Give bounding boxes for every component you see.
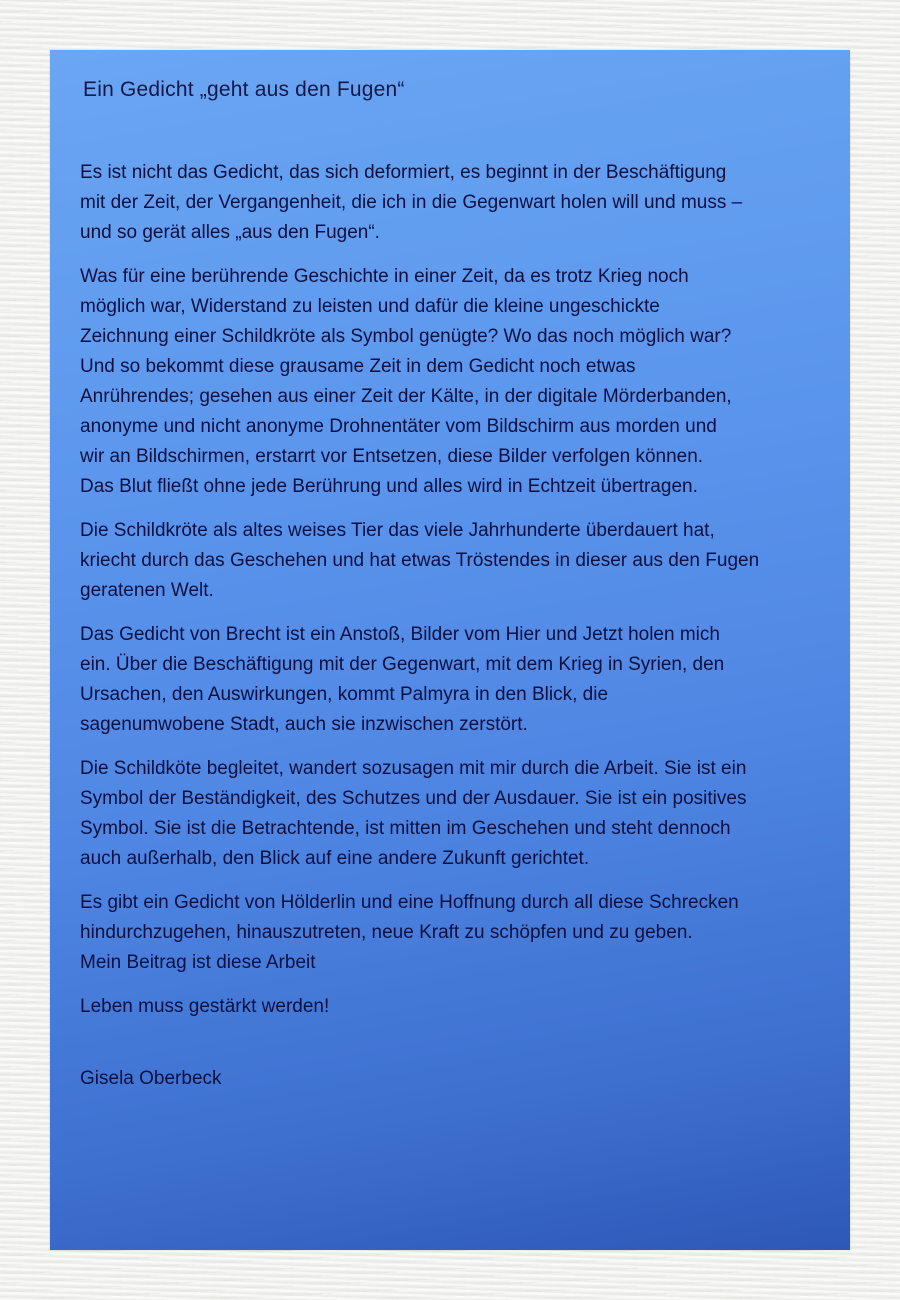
text-line: ein. Über die Beschäftigung mit der Gegenwart, mit dem Krieg in Syrien, den [80, 654, 725, 675]
paragraph-1 [80, 158, 820, 248]
document-body [80, 158, 820, 1022]
text-line: Ursachen, den Auswirkungen, kommt Palmyra in den Blick, die [80, 684, 609, 705]
paragraph-3 [80, 516, 820, 606]
text-line: Das Gedicht von Brecht ist ein Anstoß, Bilder vom Hier und Jetzt holen mich [80, 624, 720, 645]
paragraph-4 [80, 620, 820, 740]
text-line: Mein Beitrag ist diese Arbeit [80, 952, 316, 973]
text-line: anonyme und nicht anonyme Drohnentäter vom Bildschirm aus morden und [80, 416, 717, 437]
author-signature: Gisela Oberbeck [80, 1068, 222, 1089]
document-title: Ein Gedicht „geht aus den Fugen“ [83, 78, 405, 101]
text-line: wir an Bildschirmen, erstarrt vor Entsetzen, diese Bilder verfolgen können. [80, 446, 704, 467]
text-line: möglich war, Widerstand zu leisten und dafür die kleine ungeschickte [80, 296, 660, 317]
text-line: Symbol. Sie ist die Betrachtende, ist mitten im Geschehen und steht dennoch [80, 818, 731, 839]
paragraph-2 [80, 262, 820, 502]
text-line: Es ist nicht das Gedicht, das sich deformiert, es beginnt in der Beschäftigung [80, 162, 727, 183]
text-panel [50, 50, 850, 1250]
text-line: sagenumwobene Stadt, auch sie inzwischen zerstört. [80, 714, 528, 735]
text-line: Symbol der Beständigkeit, des Schutzes und der Ausdauer. Sie ist ein positives [80, 788, 747, 809]
text-line: Zeichnung einer Schildkröte als Symbol genügte? Wo das noch möglich war? [80, 326, 732, 347]
text-line: und so gerät alles „aus den Fugen“. [80, 222, 380, 243]
paragraph-6 [80, 888, 820, 978]
text-line: kriecht durch das Geschehen und hat etwas Tröstendes in dieser aus den Fugen [80, 550, 760, 571]
text-line: Anrührendes; gesehen aus einer Zeit der Kälte, in der digitale Mörderbanden, [80, 386, 732, 407]
paragraph-5 [80, 754, 820, 874]
text-line: geratenen Welt. [80, 580, 214, 601]
closing-statement: Leben muss gestärkt werden! [80, 996, 330, 1017]
text-line: Was für eine berührende Geschichte in einer Zeit, da es trotz Krieg noch [80, 266, 689, 287]
text-line: Das Blut fließt ohne jede Berührung und alles wird in Echtzeit übertragen. [80, 476, 698, 497]
text-line: Es gibt ein Gedicht von Hölderlin und eine Hoffnung durch all diese Schrecken [80, 892, 739, 913]
text-line: auch außerhalb, den Blick auf eine andere Zukunft gerichtet. [80, 848, 590, 869]
text-line: mit der Zeit, der Vergangenheit, die ich in die Gegenwart holen will und muss – [80, 192, 743, 213]
text-line: Die Schildkröte als altes weises Tier das viele Jahrhunderte überdauert hat, [80, 520, 715, 541]
text-line: hindurchzugehen, hinauszutreten, neue Kraft zu schöpfen und zu geben. [80, 922, 693, 943]
text-line: Die Schildköte begleitet, wandert sozusagen mit mir durch die Arbeit. Sie ist ein [80, 758, 747, 779]
text-line: Und so bekommt diese grausame Zeit in dem Gedicht noch etwas [80, 356, 636, 377]
